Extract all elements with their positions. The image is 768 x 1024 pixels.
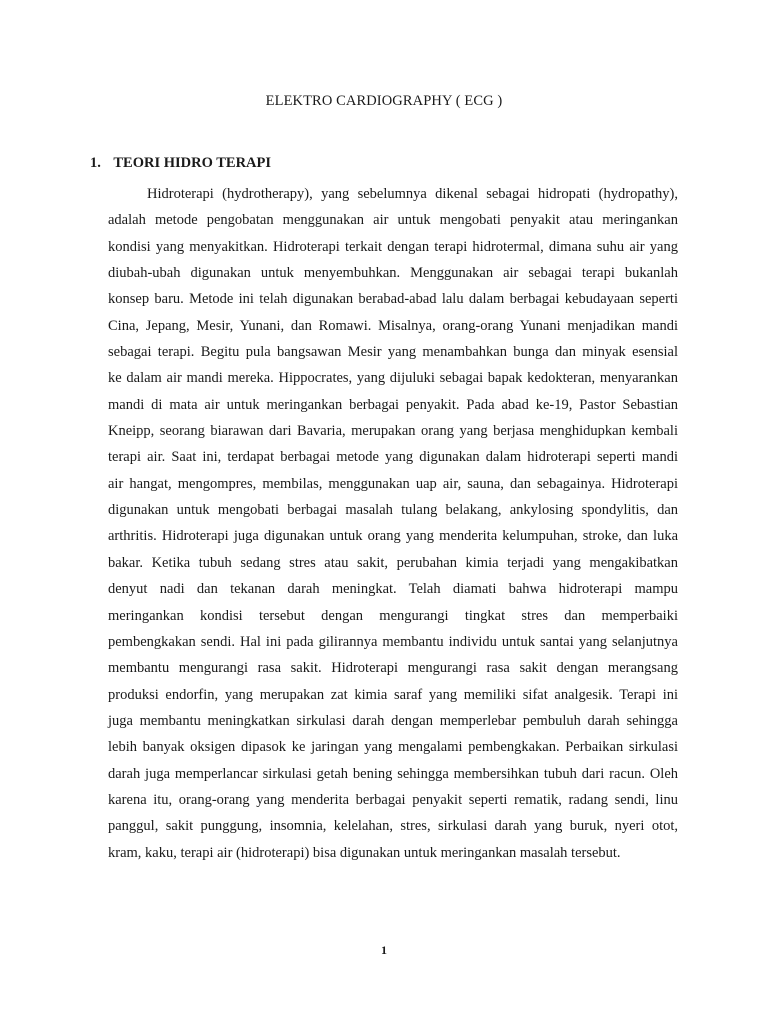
paragraph-line: meringankan kondisi tersebut dengan mengurangi tingkat stres dan memperbaiki — [108, 607, 678, 624]
paragraph-line: pembengkakan sendi. Hal ini pada gilirannya membantu individu untuk santai yang selanjutnya — [108, 633, 678, 650]
paragraph-line: air hangat, mengompres, membilas, menggunakan uap air, sauna, dan sebagainya. Hidroterapi — [108, 475, 678, 492]
paragraph-line: denyut nadi dan tekanan darah meningkat. Telah diamati bahwa hidroterapi mampu — [108, 581, 678, 598]
paragraph-line: juga membantu meningkatkan sirkulasi darah dengan memperlebar pembuluh darah sehingga — [108, 712, 678, 729]
page-number: 1 — [381, 943, 387, 957]
paragraph-line: bakar. Ketika tubuh sedang stres atau sakit, perubahan kimia terjadi yang mengakibatkan — [108, 554, 678, 571]
paragraph-line: produksi endorfin, yang merupakan zat kimia saraf yang memiliki sifat analgesik. Terapi ini — [108, 686, 678, 703]
paragraph-line: kram, kaku, terapi air (hidroterapi) bisa digunakan untuk meringankan masalah tersebut. — [108, 844, 621, 861]
paragraph-line: Kneipp, seorang biarawan dari Bavaria, merupakan orang yang berjasa menghidupkan kembali — [108, 423, 678, 440]
paragraph-line: arthritis. Hidroterapi juga digunakan untuk orang yang menderita kelumpuhan, stroke, dan luka — [108, 528, 678, 545]
paragraph-line: mandi di mata air untuk meringankan berbagai penyakit. Pada abad ke-19, Pastor Sebastian — [108, 396, 678, 413]
section-title: TEORI HIDRO TERAPI — [113, 155, 272, 171]
paragraph-line: Cina, Jepang, Mesir, Yunani, dan Romawi. Misalnya, orang-orang Yunani menjadikan mandi — [108, 317, 678, 334]
paragraph-line: kondisi yang menyakitkan. Hidroterapi terkait dengan terapi hidrotermal, dimana suhu air yang — [108, 238, 678, 255]
paragraph-line: sebagai terapi. Begitu pula bangsawan Mesir yang menambahkan bunga dan minyak esensial — [108, 344, 678, 361]
paragraph-line: ke dalam air mandi mereka. Hippocrates, yang dijuluki sebagai bapak kedokteran, menyarankan — [108, 370, 678, 387]
section-number: 1. — [90, 155, 101, 171]
paragraph-line: adalah metode pengobatan menggunakan air untuk mengobati penyakit atau meringankan — [108, 212, 678, 229]
document-title: ELEKTRO CARDIOGRAPHY ( ECG ) — [265, 93, 503, 109]
paragraph-line: diubah-ubah digunakan untuk menyembuhkan. Menggunakan air sebagai terapi bukanlah — [108, 265, 678, 282]
paragraph-line: konsep baru. Metode ini telah digunakan berabad-abad lalu dalam berbagai kebudayaan seperti — [108, 291, 678, 308]
body-paragraph — [108, 181, 678, 866]
paragraph-line: darah juga memperlancar sirkulasi getah bening sehingga membersihkan tubuh dari racun. Oleh — [108, 765, 678, 782]
paragraph-line: Hidroterapi (hydrotherapy), yang sebelumnya dikenal sebagai hidropati (hydropathy), — [147, 186, 678, 202]
section-heading — [90, 155, 271, 172]
paragraph-line: terapi air. Saat ini, terdapat berbagai metode yang digunakan dalam hidroterapi seperti mandi — [108, 449, 678, 466]
paragraph-line: panggul, sakit punggung, insomnia, kelelahan, stres, sirkulasi darah yang buruk, nyeri otot, — [108, 818, 678, 835]
paragraph-line: karena itu, orang-orang yang menderita berbagai penyakit seperti rematik, radang sendi, linu — [108, 791, 678, 808]
paragraph-line: digunakan untuk mengobati berbagai masalah tulang belakang, ankylosing spondylitis, dan — [108, 502, 678, 519]
paragraph-line: membantu mengurangi rasa sakit. Hidroterapi mengurangi rasa sakit dengan merangsang — [108, 660, 678, 677]
paragraph-line: lebih banyak oksigen dipasok ke jaringan yang mengalami pembengkakan. Perbaikan sirkulasi — [108, 739, 678, 756]
